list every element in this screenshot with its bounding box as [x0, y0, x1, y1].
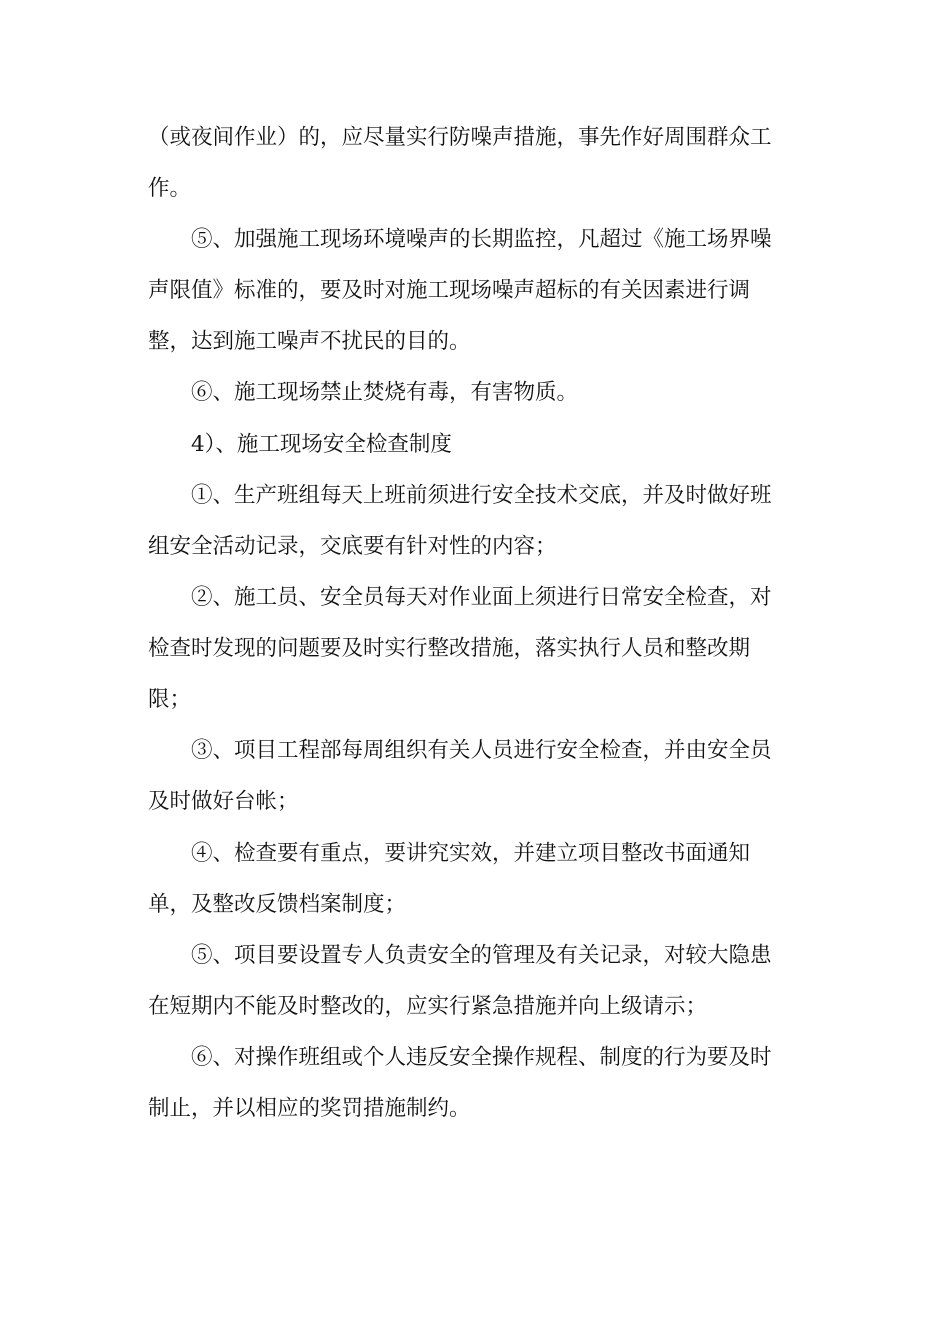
text-line: ⑥、对操作班组或个人违反安全操作规程、制度的行为要及时 — [191, 1045, 772, 1070]
text-line: （或夜间作业）的，应尽量实行防噪声措施，事先作好周围群众工 — [148, 125, 772, 150]
text-line: 在短期内不能及时整改的，应实行紧急措施并向上级请示； — [148, 994, 708, 1019]
text-line: ⑥、施工现场禁止焚烧有毒，有害物质。 — [191, 380, 579, 405]
text-line: 单，及整改反馈档案制度； — [148, 892, 407, 917]
text-line: ④、检查要有重点，要讲究实效，并建立项目整改书面通知 — [191, 841, 751, 866]
text-line: ②、施工员、安全员每天对作业面上须进行日常安全检查，对 — [191, 585, 772, 610]
text-line: 检查时发现的问题要及时实行整改措施，落实执行人员和整改期 — [148, 636, 751, 661]
text-line: ⑤、加强施工现场环境噪声的长期监控，凡超过《施工场界噪 — [191, 227, 772, 252]
text-line: 制止，并以相应的奖罚措施制约。 — [148, 1096, 471, 1121]
text-line: ③、项目工程部每周组织有关人员进行安全检查，并由安全员 — [191, 738, 772, 763]
text-line: ①、生产班组每天上班前须进行安全技术交底，并及时做好班 — [191, 483, 772, 508]
text-line: 组安全活动记录，交底要有针对性的内容； — [148, 534, 557, 559]
text-line: 限； — [148, 687, 192, 712]
text-line: 整，达到施工噪声不扰民的目的。 — [148, 329, 471, 354]
text-line: ⑤、项目要设置专人负责安全的管理及有关记录，对较大隐患 — [191, 943, 772, 968]
text-line: 声限值》标准的，要及时对施工现场噪声超标的有关因素进行调 — [148, 278, 751, 303]
text-line: 作。 — [148, 176, 192, 201]
text-line: 及时做好台帐； — [148, 789, 299, 814]
section-heading: 4）、施工现场安全检查制度 — [191, 432, 452, 457]
